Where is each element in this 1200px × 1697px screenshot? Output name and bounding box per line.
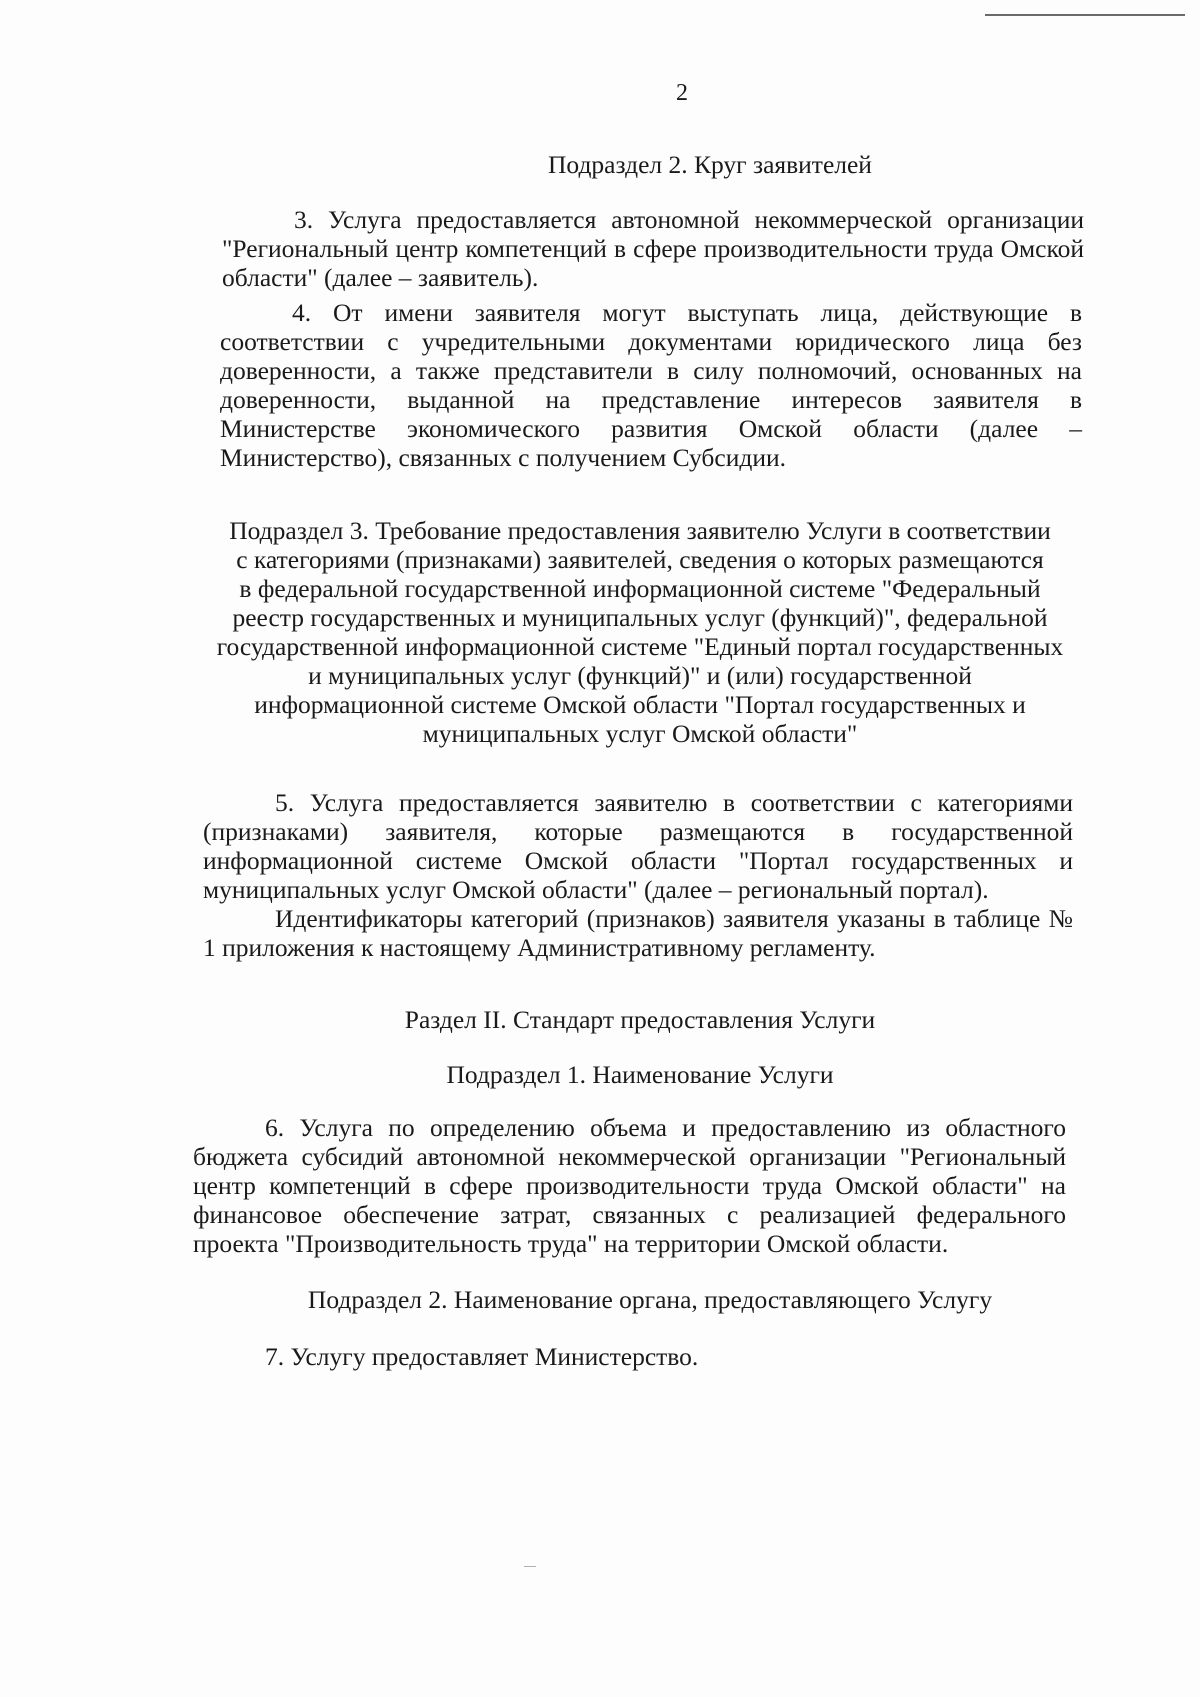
subsection-2-heading: Подраздел 2. Круг заявителей [548,150,872,179]
scan-artifact-dash [524,1566,536,1567]
subsection-3-heading-line: Подраздел 3. Требование предоставления заявителю Услуги в соответствии [229,516,1051,545]
paragraph-item-3: 3. Услуга предоставляется автономной некоммерческой организации "Региональный центр компетенций в сфере производительности труда Омской области" (далее – заявитель). [222,205,1084,292]
subsection-3-heading-line: государственной информационной системе "Единый портал государственных [216,632,1064,661]
subsection-3-heading-line: и муниципальных услуг (функций)" и (или) государственной [308,661,972,690]
paragraph-item-6: 6. Услуга по определению объема и предоставлению из областного бюджета субсидий автономной некоммерческой организации "Региональный центр компетенций в сфере производительности труда Омской области" на финансовое обеспечение затрат, связанных с реализацией федерального проекта "Производительность труда" на территории Омской области. [193,1113,1066,1258]
subsection-3-heading-line: в федеральной государственной информационной системе "Федеральный [239,574,1041,603]
subsection-3-heading-line: с категориями (признаками) заявителей, сведения о которых размещаются [236,545,1044,574]
subsection-3-heading-line: информационной системе Омской области "Портал государственных и [254,690,1026,719]
paragraph-item-4: 4. От имени заявителя могут выступать лица, действующие в соответствии с учредительными документами юридического лица без доверенности, а также представители в силу полномочий, основанных на доверенности, выданной на представление интересов заявителя в Министерстве экономического развития Омской области (далее – Министерство), связанных с получением Субсидии. [220,298,1082,472]
page-number: 2 [676,80,688,106]
subsection-3-heading [190,516,1090,748]
paragraph-item-7: 7. Услугу предоставляет Министерство. [265,1342,699,1371]
subsection-2-organ-heading: Подраздел 2. Наименование органа, предоставляющего Услугу [307,1285,993,1314]
subsection-1-name-heading: Подраздел 1. Наименование Услуги [446,1060,834,1089]
scan-artifact-line [985,14,1185,16]
subsection-3-heading-line: муниципальных услуг Омской области" [422,719,858,748]
section-2-heading: Раздел II. Стандарт предоставления Услуги [404,1005,876,1034]
paragraph-identifiers: Идентификаторы категорий (признаков) заявителя указаны в таблице № 1 приложения к настоящему Административному регламенту. [203,904,1073,962]
subsection-3-heading-line: реестр государственных и муниципальных услуг (функций)", федеральной [232,603,1048,632]
paragraph-item-5: 5. Услуга предоставляется заявителю в соответствии с категориями (признаками) заявителя, которые размещаются в государственной информационной системе Омской области "Портал государственных и муниципальных услуг Омской области" (далее – региональный портал). [203,788,1073,904]
